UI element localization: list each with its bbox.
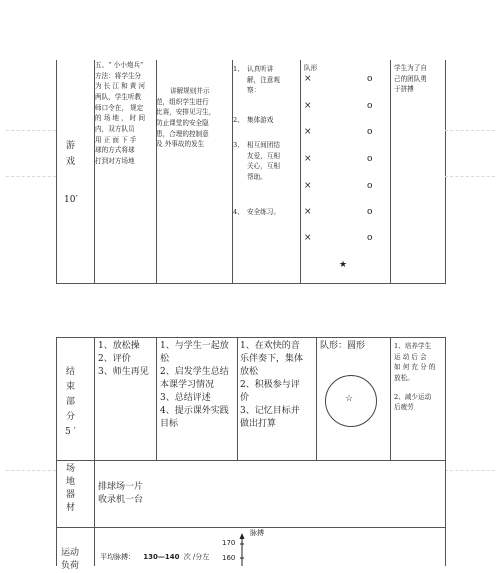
phase-label-char: 结 — [66, 367, 76, 377]
pulse-tick-label: 170 — [222, 539, 236, 547]
teacher-star-icon: ☆ — [345, 394, 354, 404]
pulse-chart-title: 脉搏 — [250, 529, 264, 537]
closing-content-text: 1、放松操 2、评价 3、师生再见 — [98, 341, 149, 378]
formation-circle: o — [367, 233, 373, 243]
teacher-activity-text: 讲解规则并示 范，组织学生进行 比赛，安排见习生， 防止课堂的安全隐 患，合理的控制意 及 外事故的发生 — [156, 87, 216, 149]
student-activity-text: 安全练习。 — [247, 208, 280, 216]
formation-circle: o — [367, 181, 373, 191]
game-content-text: 五、“ 小小炮兵” 方法：将学生分 为 长 江 和 黄 河 两队，学生听教 师口令在， 规定 的 场 地 ， 时 间 内，双方队员 用 正 面 下 手 球的方式将球 打到对方场地 — [95, 61, 146, 166]
student-activity-num: 3、 — [233, 141, 244, 149]
formation-cross: × — [304, 207, 312, 217]
formation-cross: × — [304, 233, 312, 243]
formation-cross: × — [304, 154, 312, 164]
formation-label: 队形 — [304, 64, 318, 72]
formation-circle: o — [367, 127, 373, 137]
formation-cross: × — [304, 181, 312, 191]
student-activity-num: 1、 — [233, 65, 244, 73]
phase-time: 5 ′ — [65, 427, 76, 437]
intent-text: 学生为了自 己的团队勇 于拼搏 — [394, 64, 427, 94]
venue-label: 场 地 器 材 — [66, 464, 76, 514]
formation-circle: o — [367, 74, 373, 84]
formation-label: 队形：圆形 — [320, 341, 366, 351]
student-activity-text: 集体游戏 — [247, 116, 274, 124]
formation-cross: × — [304, 74, 312, 84]
load-label: 运动 负荷 — [61, 548, 80, 572]
student-activity-text: 1、在欢快的音 乐伴奏下，集体 放松 2、积极参与评 价 3、记忆目标并 做出打算 — [240, 341, 304, 430]
average-pulse-label: 平均脉搏： 130—140 次 /分左 — [100, 553, 210, 561]
formation-circle: o — [367, 101, 373, 111]
phase-label-char: 分 — [66, 412, 76, 422]
venue-equipment-text: 排球场一片 收录机一台 — [98, 482, 144, 506]
formation-circle: o — [367, 154, 373, 164]
formation-cross: × — [304, 101, 312, 111]
student-activity-num: 2、 — [233, 116, 244, 124]
student-activity-text: 认真听讲 解，注意观 察： — [247, 65, 280, 95]
student-activity-text: 相互间团结 友爱，互相 关心，互相 帮助。 — [247, 141, 280, 182]
intent-text: 1、培养学生 运 动 后 会 如 何 充 分 的 放松。 2、减少运动 后疲劳 — [394, 342, 436, 412]
teacher-activity-text: 1、与学生一起放 松 2、启发学生总结 本课学习情况 3、总结评述 4、提示课外实践 目标 — [160, 341, 229, 430]
teacher-star-icon: ★ — [339, 260, 348, 270]
formation-cross: × — [304, 127, 312, 137]
student-activity-num: 4、 — [233, 208, 244, 216]
pulse-tick-label: 160 — [222, 554, 236, 562]
formation-circle: o — [367, 207, 373, 217]
phase-time: 10′ — [64, 195, 78, 205]
phase-label-char: 部 — [66, 397, 76, 407]
pulse-axis-arrow-icon — [238, 533, 246, 566]
phase-label-char: 戏 — [66, 157, 76, 167]
phase-label-char: 游 — [66, 141, 76, 151]
phase-label-char: 束 — [66, 382, 76, 392]
